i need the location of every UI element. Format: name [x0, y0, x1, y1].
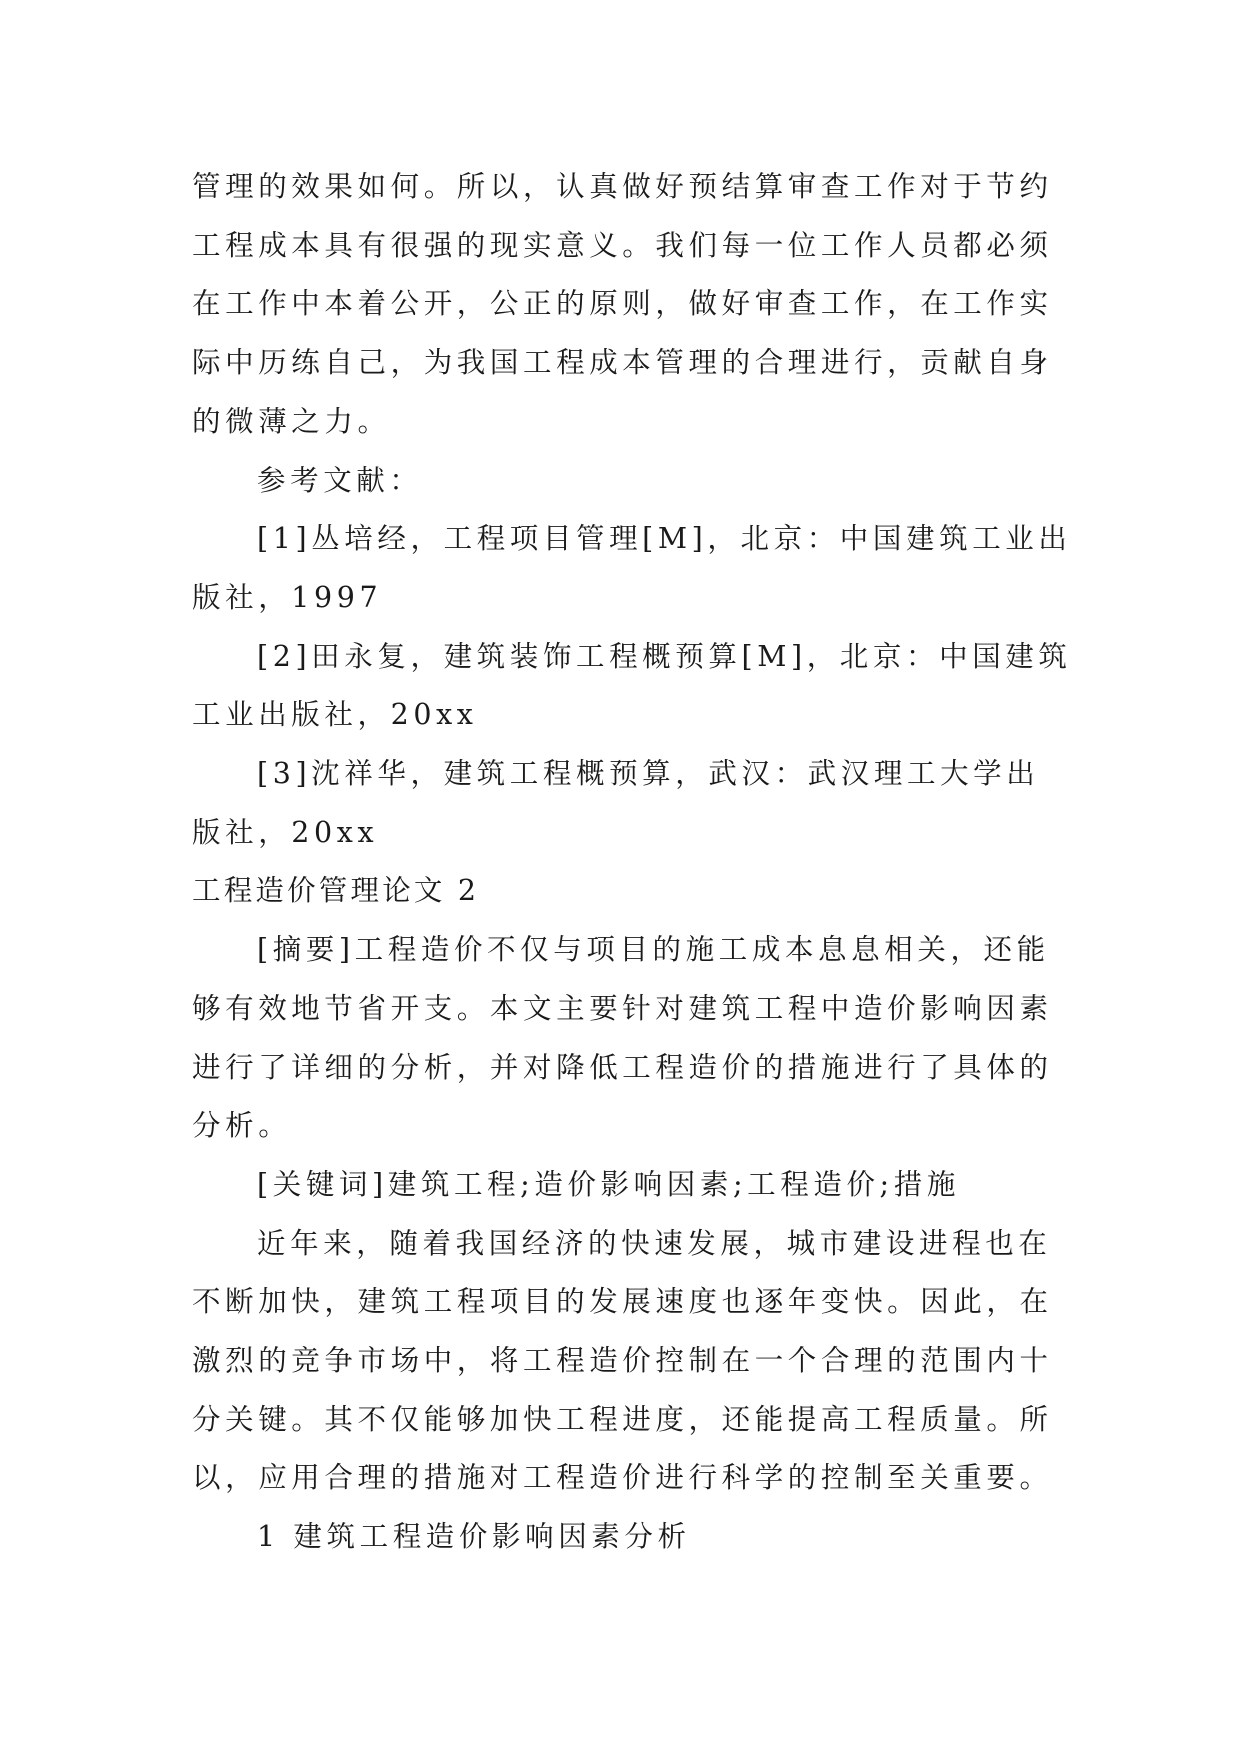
paragraph-line: 不断加快，建筑工程项目的发展速度也逐年变快。因此，在	[192, 1285, 1053, 1319]
keywords-line: [关键词]建筑工程;造价影响因素;工程造价;措施	[257, 1167, 960, 1201]
paragraph-line: 近年来，随着我国经济的快速发展，城市建设进程也在	[257, 1226, 1052, 1260]
subsection-title: 1 建筑工程造价影响因素分析	[257, 1520, 691, 1554]
reference-item: [3]沈祥华，建筑工程概预算，武汉：武汉理工大学出	[257, 757, 1040, 791]
section-title: 工程造价管理论文 2	[192, 874, 480, 908]
paragraph-line: 际中历练自己，为我国工程成本管理的合理进行，贡献自身	[192, 346, 1053, 380]
abstract-line: 够有效地节省开支。本文主要针对建筑工程中造价影响因素	[192, 991, 1053, 1025]
abstract-line: 分析。	[192, 1109, 292, 1143]
paragraph-line: 激烈的竞争市场中，将工程造价控制在一个合理的范围内十	[192, 1344, 1053, 1378]
reference-item: [1]丛培经，工程项目管理[M]，北京：中国建筑工业出	[257, 522, 1072, 556]
reference-item-continued: 工业出版社，20xx	[192, 698, 478, 732]
paragraph-line: 以，应用合理的措施对工程造价进行科学的控制至关重要。	[192, 1461, 1053, 1495]
references-heading: 参考文献：	[257, 463, 423, 497]
reference-item: [2]田永复，建筑装饰工程概预算[M]，北京：中国建筑	[257, 639, 1072, 673]
abstract-line: 进行了详细的分析，并对降低工程造价的措施进行了具体的	[192, 1050, 1053, 1084]
paragraph-line: 工程成本具有很强的现实意义。我们每一位工作人员都必须	[192, 228, 1053, 262]
reference-item-continued: 版社，20xx	[192, 815, 379, 849]
paragraph-line: 分关键。其不仅能够加快工程进度，还能提高工程质量。所	[192, 1402, 1053, 1436]
paragraph-line: 管理的效果如何。所以，认真做好预结算审查工作对于节约	[192, 170, 1053, 203]
document-body	[192, 158, 1072, 1567]
abstract-line: [摘要]工程造价不仅与项目的施工成本息息相关，还能	[257, 933, 1050, 967]
reference-item-continued: 版社，1997	[192, 580, 383, 614]
paragraph-line: 的微薄之力。	[192, 404, 391, 438]
paragraph-line: 在工作中本着公开，公正的原则，做好审查工作，在工作实	[192, 287, 1053, 321]
